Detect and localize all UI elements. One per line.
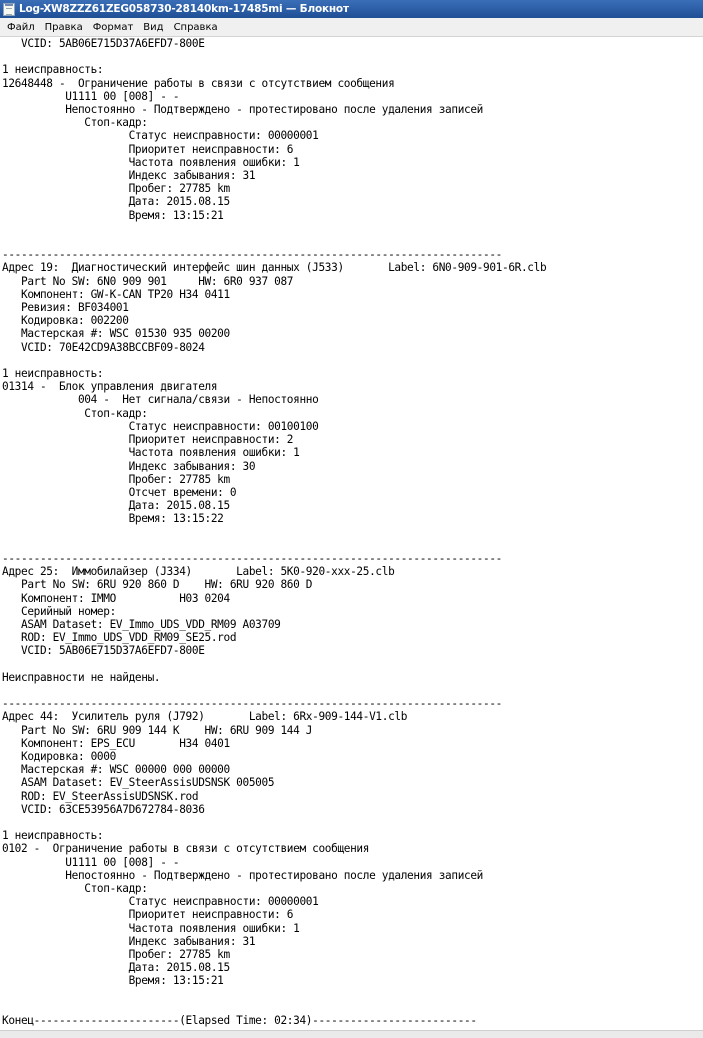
window-title: Log-XW8ZZZ61ZEG058730-28140km-17485mi — Блокнот <box>19 3 349 15</box>
horizontal-scrollbar[interactable] <box>0 1030 703 1038</box>
text-editor-area[interactable] <box>0 37 703 1030</box>
menu-help[interactable]: Справка <box>173 21 218 33</box>
notepad-icon <box>3 3 15 16</box>
menu-file[interactable]: Файл <box>7 21 35 33</box>
document-text[interactable]: VCID: 5AB06E715D37A6EFD7-800E 1 неисправность: 12648448 - Ограничение работы в связи с отсутствием сообщения U1111 00 [008] - - Непостоянно - Подтверждено - протестировано после удаления записей Стоп-кадр: Статус неисправности: 00000001 Приоритет неисправности: 6 Частота появления ошибки: 1 Индекс забывания: 31 Пробег: 27785 km Дата: 2015.08.15 Время: 13:15:21 ------------------------------------------------------------------------------- Адрес 19: Диагностический интерфейс шин данных (J533) Label: 6N0-909-901-6R.clb Part No SW: 6N0 909 901 HW: 6R0 937 087 Компонент: GW-K-CAN TP20 H34 0411 Ревизия: BF034001 Кодировка: 002200 Мастерская #: WSC 01530 935 00200 VCID: 70E42CD9A38BCCBF09-8024 1 неисправность: 01314 - Блок управления двигателя 004 - Нет сигнала/связи - Непостоянно Стоп-кадр: Статус неисправности: 00100100 Приоритет неисправности: 2 Частота появления ошибки: 1 Индекс забывания: 30 Пробег: 27785 km Отсчет времени: 0 Дата: 2015.08.15 Время: 13:15:22 ------------------------------------------------------------------------------- Адрес 25: Иммобилайзер (J334) Label: 5K0-920-xxx-25.clb Part No SW: 6RU 920 860 D HW: 6RU 920 860 D Компонент: IMMO H03 0204 Серийный номер: ASAM Dataset: EV_Immo_UDS_VDD_RM09 A03709 ROD: EV_Immo_UDS_VDD_RM09_SE25.rod VCID: 5AB06E715D37A6EFD7-800E Неисправности не найдены. ------------------------------------------------------------------------------- Адрес 44: Усилитель руля (J792) Label: 6Rx-909-144-V1.clb Part No SW: 6RU 909 144 K HW: 6RU 909 144 J Компонент: EPS_ECU H34 0401 Кодировка: 0000 Мастерская #: WSC 00000 000 00000 ASAM Dataset: EV_SteerAssisUDSNSK 005005 ROD: EV_SteerAssisUDSNSK.rod VCID: 63CE53956A7D672784-8036 1 неисправность: 0102 - Ограничение работы в связи с отсутствием сообщения U1111 00 [008] - - Непостоянно - Подтверждено - протестировано после удаления записей Стоп-кадр: Статус неисправности: 00000001 Приоритет неисправности: 6 Частота появления ошибки: 1 Индекс забывания: 31 Пробег: 27785 km Дата: 2015.08.15 Время: 13:15:21 Конец-----------------------(Elapsed Time: 02:34)-------------------------- <box>2 37 547 1028</box>
window-titlebar[interactable] <box>0 0 703 18</box>
menu-view[interactable]: Вид <box>143 21 164 33</box>
menu-edit[interactable]: Правка <box>44 21 83 33</box>
menu-format[interactable]: Формат <box>92 21 134 33</box>
menu-bar <box>0 18 703 37</box>
